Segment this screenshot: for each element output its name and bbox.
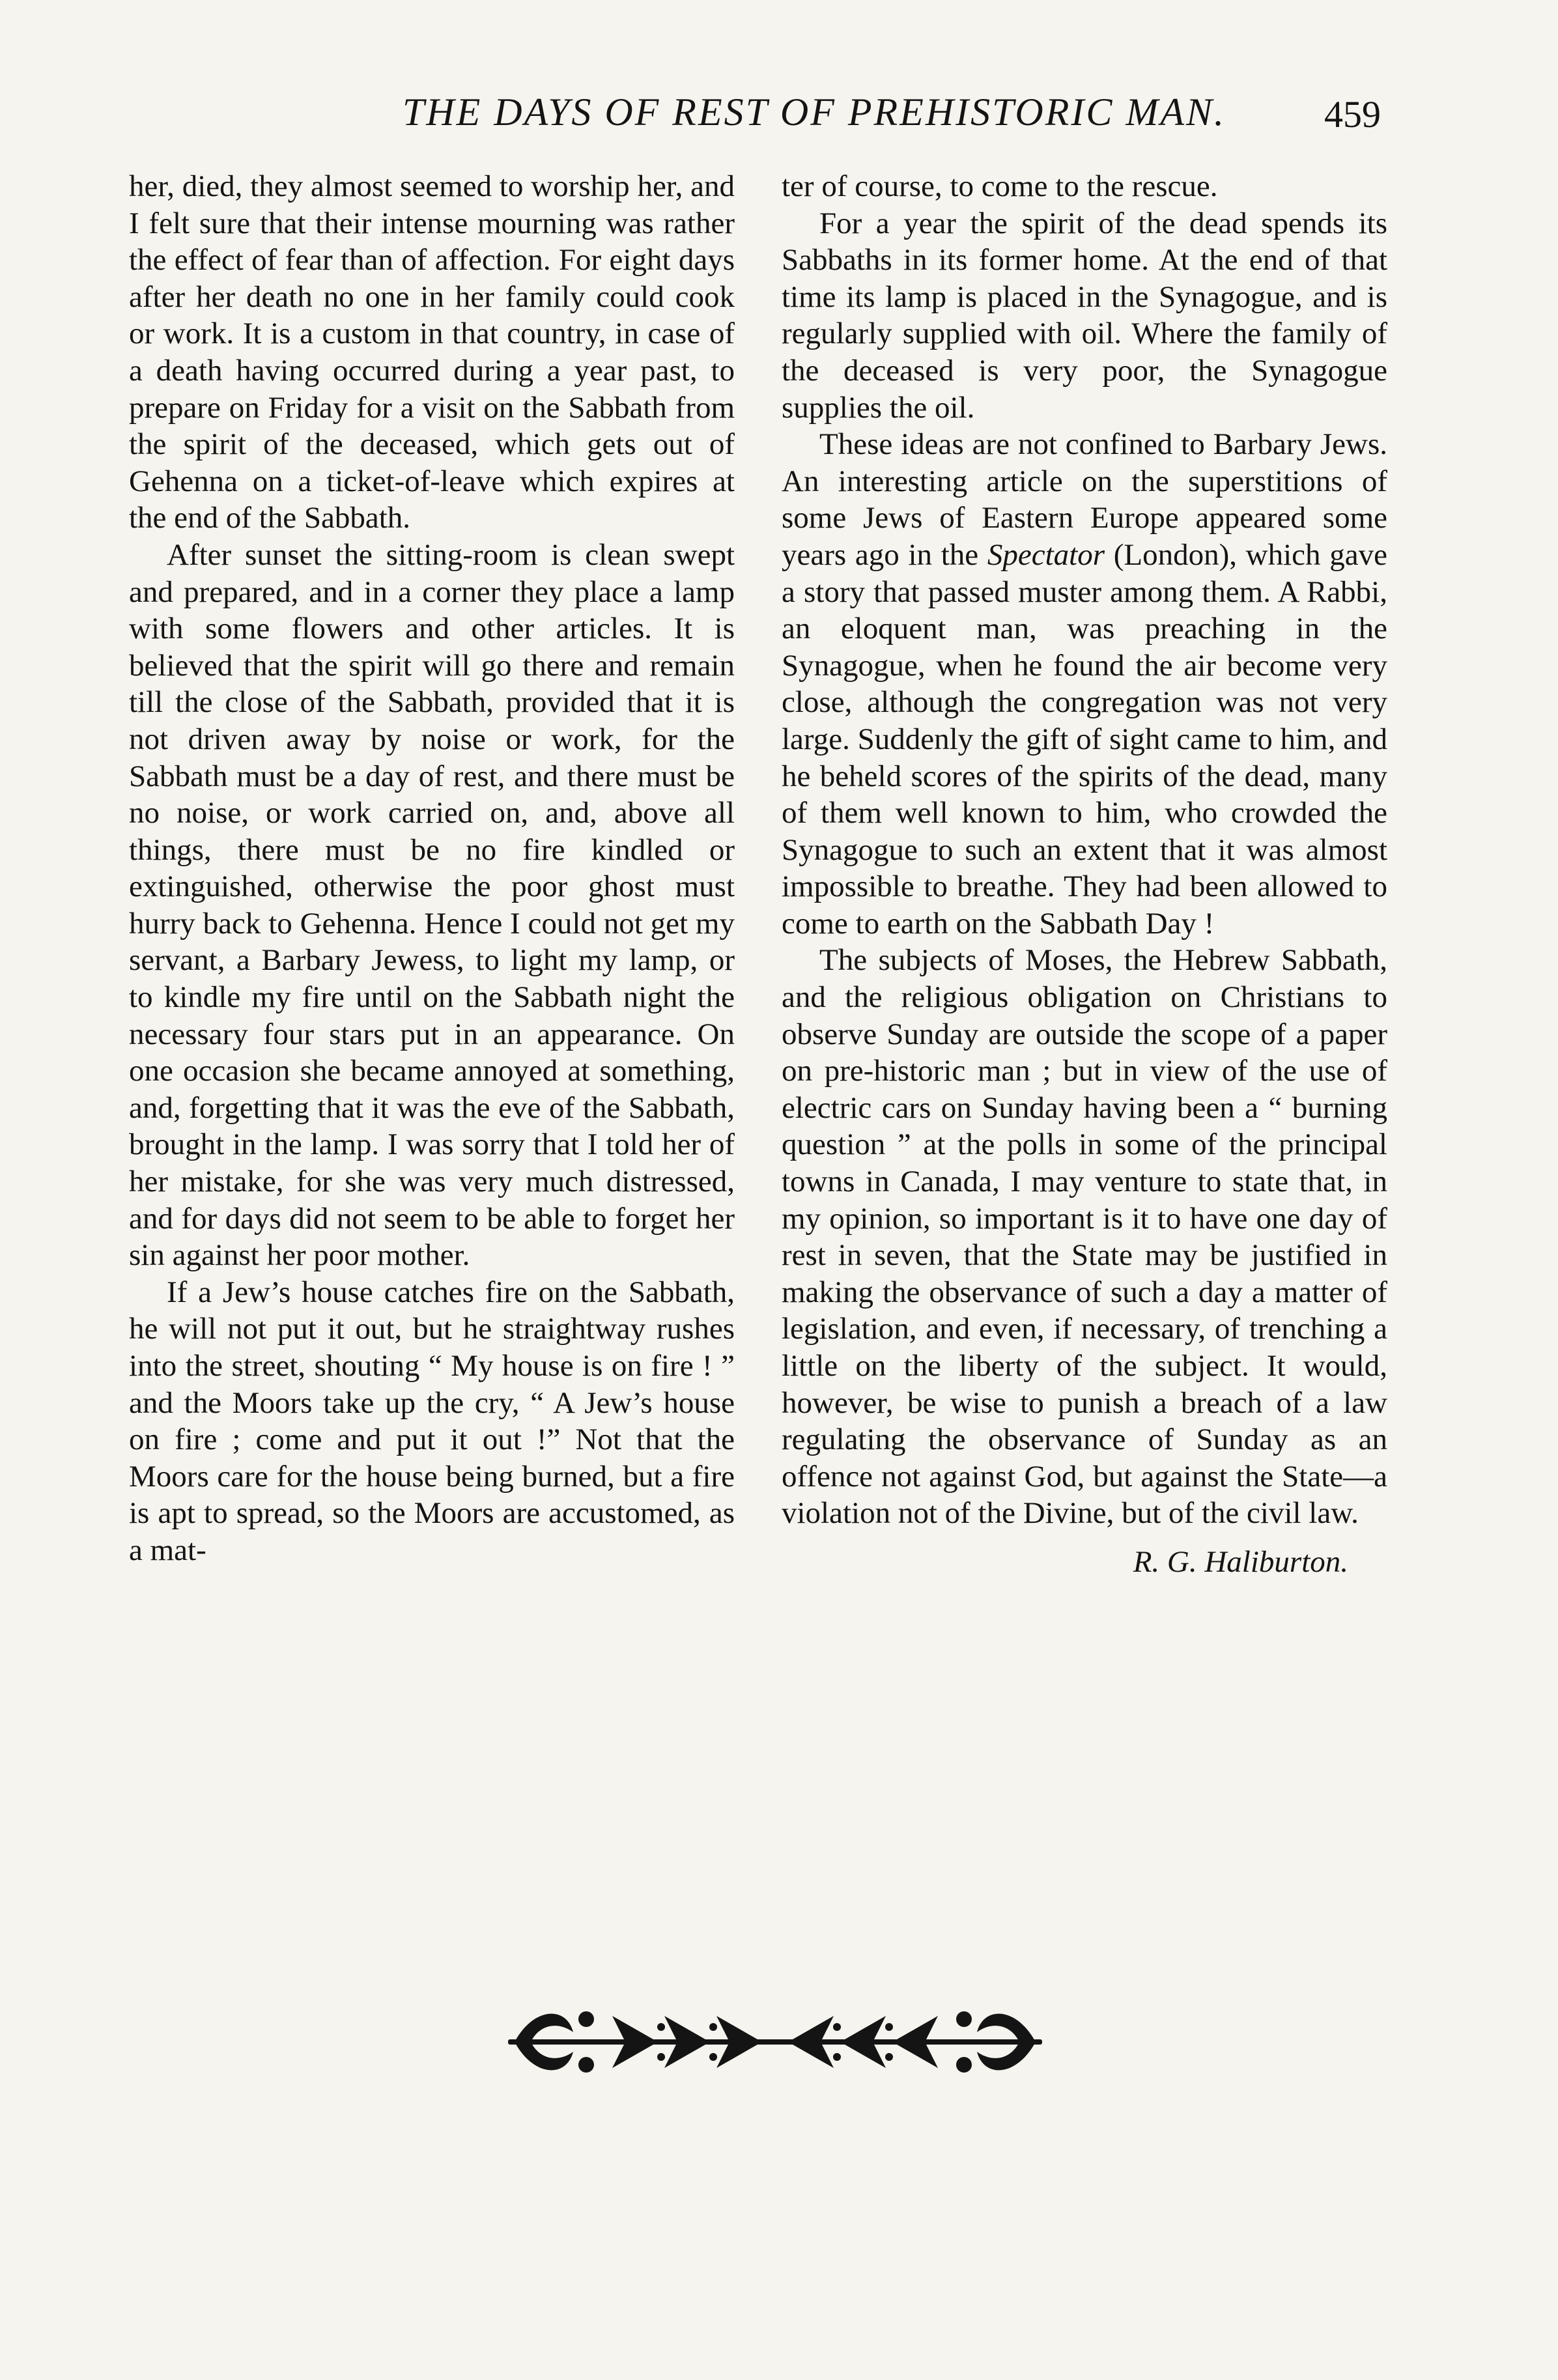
paragraph-lead: These ideas are not confined to Barbary Jews. An interesting article on the superstitions of some Jews of Eastern Europe appeared some years ago in the: [782, 427, 1387, 572]
running-title: THE DAYS OF REST OF PREHISTORIC MAN.: [402, 91, 1226, 134]
paragraph: ter of course, to come to the rescue.: [782, 169, 1218, 203]
left-column: [129, 168, 735, 1569]
running-head: [130, 90, 1433, 142]
paragraph-rest: (London), which gave a story that passed muster among them. A Rabbi, an eloquent man, was preaching in the Synagogue, when he found the air become very close, although the congregation was not very large. Suddenly the gift of sight came to him, and he beheld scores of the spirits of the dead, many of them well known to him, who crowded the Synagogue to such an extent that it was almost impossible to breathe. They had been allowed to come to earth on the Sabbath Day !: [782, 537, 1387, 941]
paragraph: After sunset the sitting-room is clean swept and prepared, and in a corner they place a lamp with some flowers and other articles. It is believed that the spirit will go there and remain till the close of the Sabbath, provided that it is not driven away by noise or work, for the Sabbath must be a day of rest, and there must be no noise, or work carried on, and, above all things, there must be no fire kindled or extinguished, otherwise the poor ghost must hurry back to Gehenna. Hence I could not get my servant, a Barbary Jewess, to light my lamp, or to kindle my fire until on the Sabbath night the necessary four stars put in an appearance. On one occasion she became annoyed at something, and, forgetting that it was the eve of the Sabbath, brought in the lamp. I was sorry that I told her of her mistake, for she was very much distressed, and for days did not seem to be able to forget her sin against her poor mother.: [129, 537, 735, 1273]
paragraph: The subjects of Moses, the Hebrew Sabbath, and the religious obligation on Christians to observe Sunday are outside the scope of a paper on pre-historic man ; but in view of the use of electric cars on Sunday having been a “ burning question ” at the polls in some of the principal towns in Canada, I may venture to state that, in my opinion, so important is it to have one day of rest in seven, that the State may be justified in making the observance of such a day a matter of legislation, and even, if necessary, of trenching a little on the liberty of the subject. It would, however, be wise to punish a breach of a law regulating the observance of Sunday as an offence not against God, but against the State—a violation not of the Divine, but of the civil law.: [782, 943, 1387, 1531]
paragraph: For a year the spirit of the dead spends its Sabbaths in its former home. At the end of that time its lamp is placed in the Synagogue, and is regularly supplied with oil. Where the family of the deceased is very poor, the Synagogue supplies the oil.: [782, 206, 1387, 425]
paragraph: If a Jew’s house catches fire on the Sabbath, he will not put it out, but he straightway rushes into the street, shouting “ My house is on fire ! ” and the Moors take up the cry, “ A Jew’s house on fire ; come and put it out !” Not that the Moors care for the house being burned, but a fire is apt to spread, so the Moors are accustomed, as a mat-: [129, 1275, 735, 1567]
paragraph: [782, 426, 1387, 942]
publication-title: Spectator: [987, 537, 1105, 572]
page-number: 459: [1324, 93, 1381, 135]
author-signature: R. G. Haliburton.: [1133, 1544, 1348, 1579]
floral-ornament-icon: [495, 1993, 1055, 2091]
paragraph: her, died, they almost seemed to worship her, and I felt sure that their intense mourning was rather the effect of fear than of affection. For eight days after her death no one in her family could cook or work. It is a custom in that country, in case of a death having occurred during a year past, to prepare on Friday for a visit on the Sabbath from the spirit of the deceased, which gets out of Gehenna on a ticket-of-leave which expires at the end of the Sabbath.: [129, 169, 735, 535]
right-column: [782, 168, 1387, 1581]
